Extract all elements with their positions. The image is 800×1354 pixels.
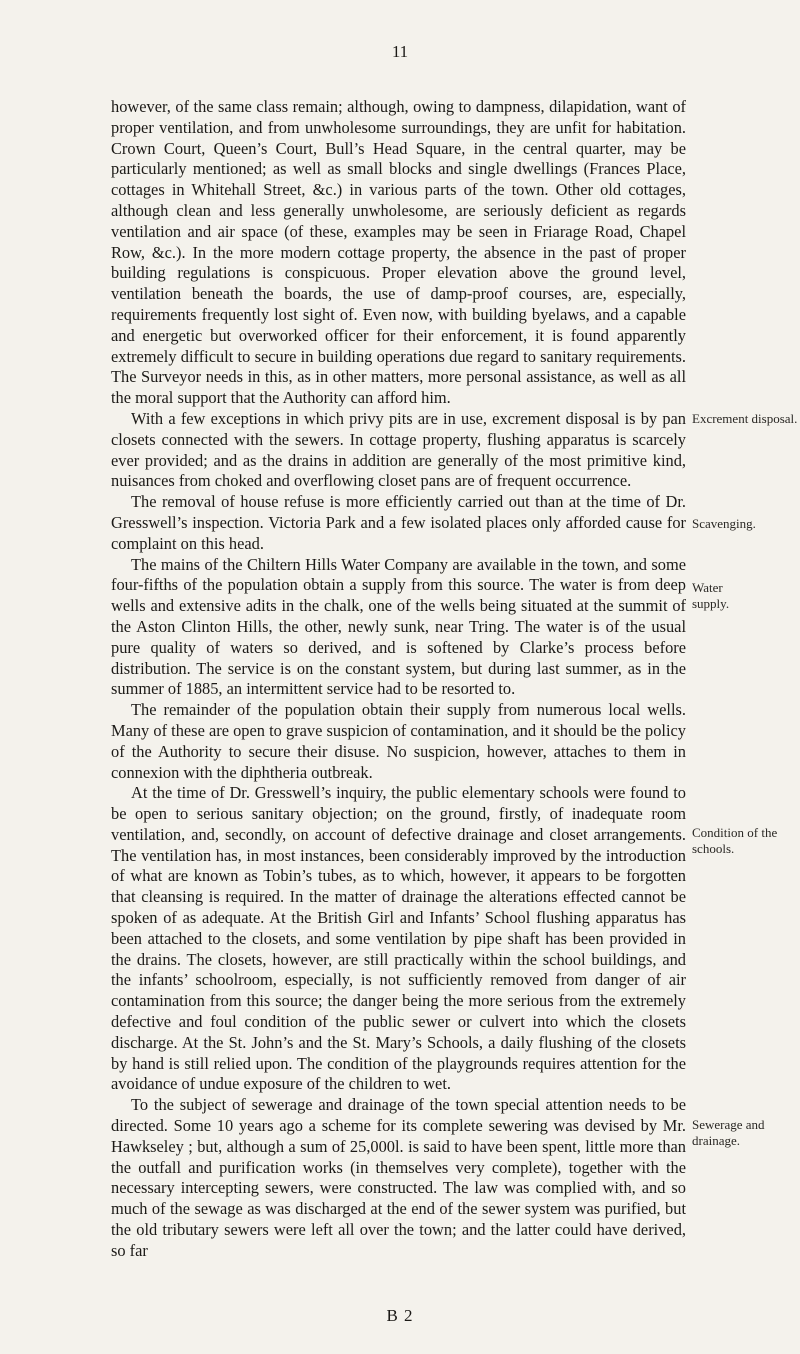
paragraph-sewerage: To the subject of sewerage and drainage of the town special attention needs to be directed. Some 10 years ago a scheme for its complete sewering was devised by Mr. Hawkseley ; but, although a sum of 25,000l. is said to have been spent, little more than the outfall and purification works (in themselves very complete), together with the necessary intercepting sewers, were constructed. The law was complied with, and so much of the sewage as was discharged at the end of the sewer system was purified, but the old tributary sewers were left all over the town; and the latter could have derived, so far [111,1095,686,1260]
signature-mark: B 2 [386,1306,414,1325]
margin-note-water-supply: Water supply. [692,580,730,611]
margin-note-schools: Condition of the schools. [692,825,778,856]
body-text [111,97,686,1262]
paragraph-excrement-disposal: With a few exceptions in which privy pits are in use, excrement disposal is by pan closets connected with the sewers. In cottage property, flushing apparatus is scarcely ever provided; and as the drains in addition are generally of the most primitive kind, nuisances from choked and overflowing closet pans are of frequent occurrence. [111,408,686,491]
paragraph-schools: At the time of Dr. Gresswell’s inquiry, the public elementary schools were found to be open to serious sanitary objection; on the ground, firstly, of inadequate room ventilation, and, secondly, on account of defective drainage and closet arrangements. The ventilation has, in most instances, been considerably improved by the introduction of what are known as Tobin’s tubes, as to which, however, it appears to be forgotten that cleansing is required. In the matter of drainage the alterations effected cannot be spoken of as adequate. At the British Girl and Infants’ School flushing apparatus has been attached to the closets, and some ventilation by pipe shaft has been provided in the drains. The closets, however, are still practically within the school buildings, and the infants’ schoolroom, especially, is not sufficiently removed from danger of air contamination from this source; the danger being the more serious from the extremely defective and foul condition of the public sewer or culvert into which the closets discharge. At the St. John’s and the St. Mary’s Schools, a daily flushing of the closets by hand is still relied upon. The condition of the playgrounds requires attention for the avoidance of undue exposure of the children to wet. [111,783,686,1094]
paragraph-scavenging: The removal of house refuse is more efficiently carried out than at the time of Dr. Gresswell’s inspection. Victoria Park and a few isolated places only afforded cause for complaint on this head. [111,492,686,553]
page-number: 11 [391,42,409,61]
margin-note-sewerage: Sewerage and drainage. [692,1117,765,1148]
paragraph-local-wells: The remainder of the population obtain their supply from numerous local wells. Many of these are open to grave suspicion of contamination, and it should be the policy of the Authority to secure their disuse. No suspicion, however, attaches to them in connexion with the diphtheria outbreak. [111,700,686,782]
margin-note-excrement-disposal: Excrement disposal. [692,411,798,426]
paragraph-dwellings: however, of the same class remain; although, owing to dampness, dilapidation, want of proper ventilation, and from unwholesome surroundings, they are unfit for habitation. Crown Court, Queen’s Court, Bull’s Head Square, in the central quarter, may be particularly mentioned; as well as small blocks and single dwellings (Frances Place, cottages in Whitehall Street, &c.) in various parts of the town. Other old cottages, although clean and less generally unwholesome, are seriously deficient as regards ventilation and air space (of these, examples may be seen in Friarage Road, Chapel Row, &c.). In the more modern cottage property, the absence in the past of proper building regulations is conspicuous. Proper elevation above the ground level, ventilation beneath the boards, the use of damp-proof courses, are, especially, requirements frequently lost sight of. Even now, with building byelaws, and a capable and energetic but overworked officer for their enforcement, it is found apparently extremely difficult to secure in building operations due regard to sanitary requirements. The Surveyor needs in this, as in other matters, more personal assistance, as well as all the moral support that the Authority can afford him. [111,97,686,408]
paragraph-water-supply: The mains of the Chiltern Hills Water Company are available in the town, and some four-fifths of the population obtain a supply from this source. The water is from deep wells and extensive adits in the chalk, one of the wells being situated at the summit of the Aston Clinton Hills, the other, newly sunk, near Tring. The water is of the usual pure quality of waters so derived, and is softened by Clarke’s process before distribution. The service is on the constant system, but during last summer, as in the summer of 1885, an intermittent service had to be resorted to. [111,554,686,699]
margin-note-scavenging: Scavenging. [692,516,756,531]
